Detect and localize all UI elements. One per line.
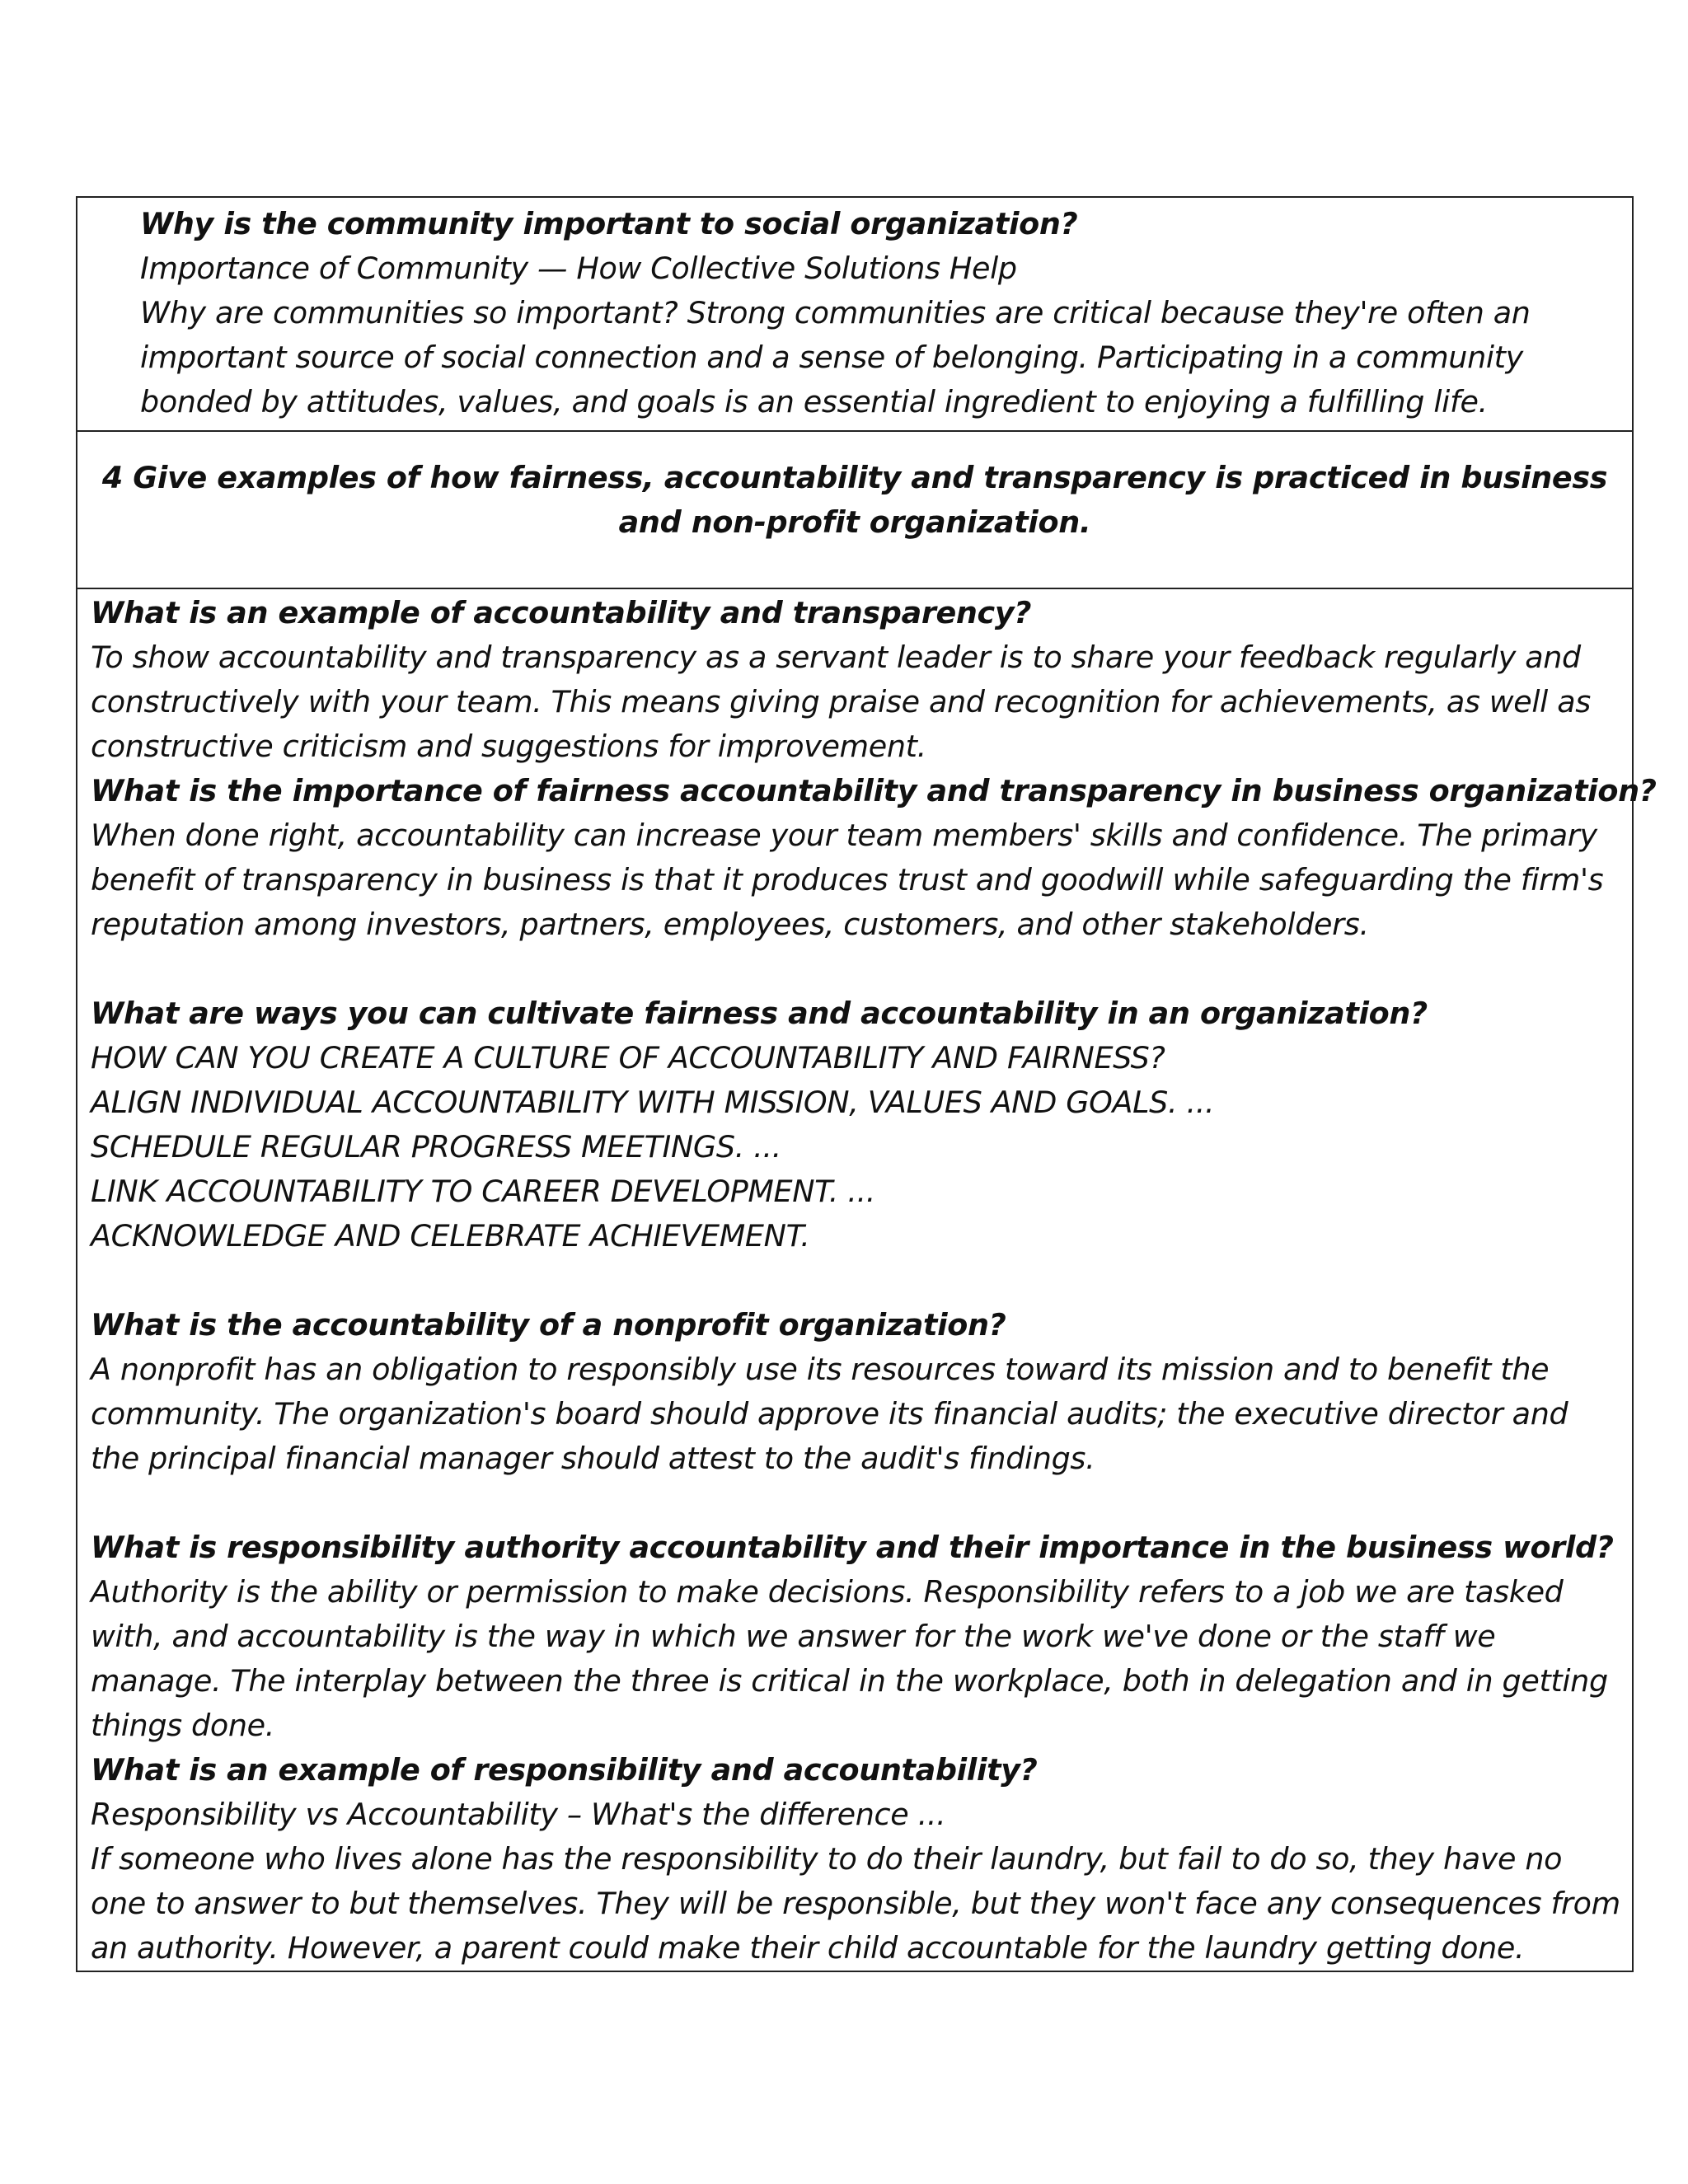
- list-item: ALIGN INDIVIDUAL ACCOUNTABILITY WITH MISSION, VALUES AND GOALS. ...: [91, 1085, 1215, 1120]
- fairness-heading-section: [77, 432, 1632, 589]
- blank-line: [91, 1481, 1622, 1526]
- answer-1: To show accountability and transparency as a servant leader is to share your feedback regularly and constructively with your team. This means giving praise and recognition for achievements, as well as constructive criticism and suggestions for improvement.: [91, 640, 1591, 764]
- community-question: Why is the community important to social organization?: [140, 206, 1078, 241]
- question-4: What is the accountability of a nonprofit organization?: [91, 1307, 1006, 1343]
- section-heading: 4 Give examples of how fairness, accountability and transparency is practiced in business and non-profit organization.: [101, 460, 1608, 540]
- community-subtitle: Importance of Community — How Collective Solutions Help: [140, 251, 1017, 286]
- answer-2: When done right, accountability can increase your team members' skills and confidence. The primary benefit of transparency in business is that it produces trust and goodwill while safeguarding the firm's reputation among investors, partners, employees, customers, and other stakeholders.: [91, 818, 1604, 942]
- blank-line: [91, 947, 1622, 991]
- question-5: What is responsibility authority accountability and their importance in the business world?: [91, 1530, 1614, 1565]
- content-table: [76, 196, 1657, 1972]
- community-answer: Why are communities so important? Strong communities are critical because they're often an important source of social connection and a sense of belonging. Participating in a community bonded by attitudes, values, and goals is an essential ingredient to enjoying a fulfilling life.: [140, 295, 1531, 419]
- answer-6: If someone who lives alone has the responsibility to do their laundry, but fail to do so, they have no one to answer to but themselves. They will be responsible, but they won't face any consequences from an authority. However, a parent could make their child accountable for the laundry getting done.: [91, 1841, 1620, 1966]
- answers-section: [77, 589, 1657, 1971]
- community-section: [77, 198, 1632, 432]
- answer-6-title: Responsibility vs Accountability – What's the difference ...: [91, 1797, 946, 1832]
- list-item: ACKNOWLEDGE AND CELEBRATE ACHIEVEMENT.: [91, 1218, 810, 1254]
- question-6: What is an example of responsibility and accountability?: [91, 1752, 1038, 1788]
- list-item: LINK ACCOUNTABILITY TO CAREER DEVELOPMENT. ...: [91, 1174, 876, 1209]
- blank-line: [91, 1258, 1622, 1303]
- answer-4: A nonprofit has an obligation to responsibly use its resources toward its mission and to benefit the community. The organization's board should approve its financial audits; the executive director and the principal financial manager should attest to the audit's findings.: [91, 1352, 1568, 1476]
- list-item: SCHEDULE REGULAR PROGRESS MEETINGS. ...: [91, 1129, 781, 1165]
- answer-5: Authority is the ability or permission to make decisions. Responsibility refers to a job we are tasked with, and accountability is the way in which we answer for the work we've done or the staff we manage. The interplay between the three is critical in the workplace, both in delegation and in getting things done.: [91, 1574, 1608, 1743]
- question-1: What is an example of accountability and transparency?: [91, 595, 1032, 630]
- question-3: What are ways you can cultivate fairness and accountability in an organization?: [91, 996, 1428, 1031]
- list-item: HOW CAN YOU CREATE A CULTURE OF ACCOUNTABILITY AND FAIRNESS?: [91, 1040, 1165, 1076]
- question-2: What is the importance of fairness accountability and transparency in business organization?: [91, 773, 1657, 808]
